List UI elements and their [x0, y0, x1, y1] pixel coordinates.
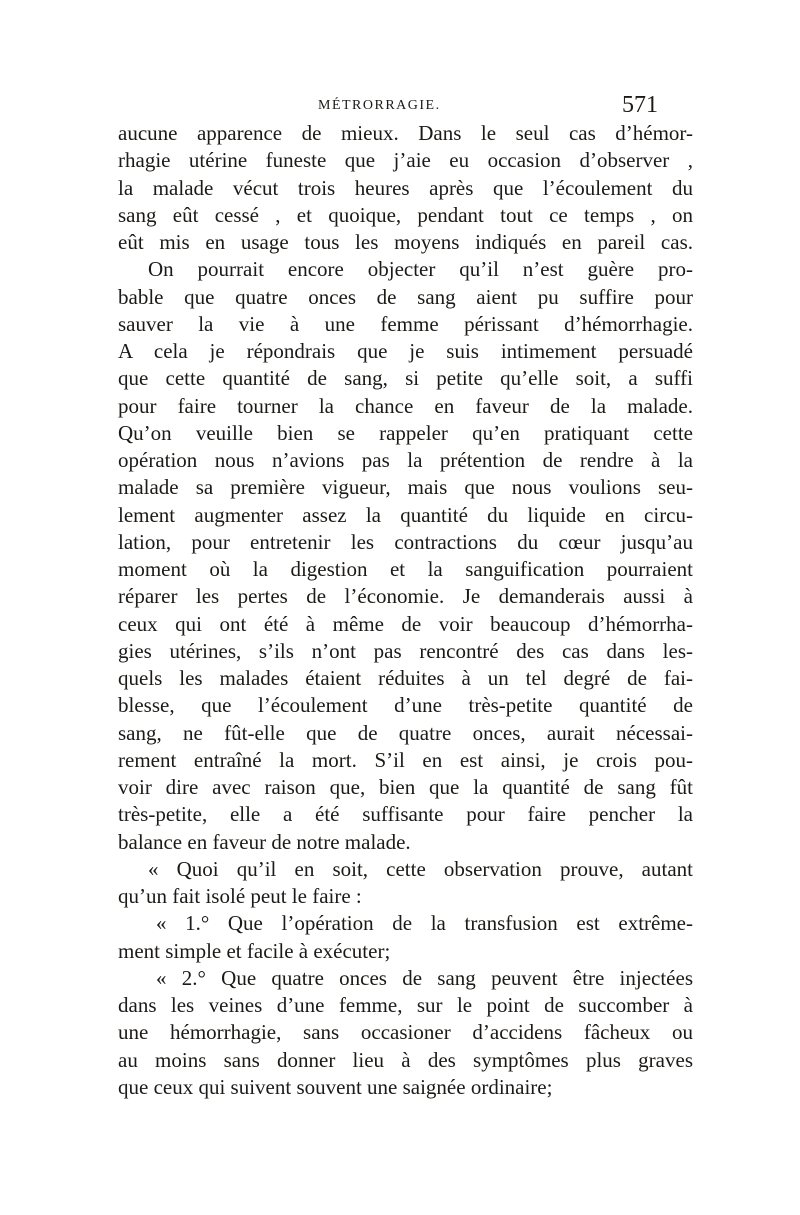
text-line: que ceux qui suivent souvent une saignée ordinaire; — [118, 1074, 553, 1099]
text-line: qu’un fait isolé peut le faire : — [118, 884, 362, 908]
text-line: bable que quatre onces de sang aient pu suffire pour — [118, 284, 693, 309]
text-line: opération nous n’avions pas la prétention de rendre à la — [118, 448, 693, 472]
text-line: lation, pour entretenir les contractions du cœur jusqu’au — [118, 529, 693, 554]
text-line: balance en faveur de notre malade. — [118, 829, 411, 854]
text-line: au moins sans donner lieu à des symptômes plus graves — [118, 1047, 693, 1072]
text-line: A cela je répondrais que je suis intimement persuadé — [118, 339, 693, 363]
text-line: une hémorrhagie, sans occasioner d’accidens fâcheux ou — [118, 1020, 693, 1045]
text-line: pour faire tourner la chance en faveur de la malade. — [118, 393, 693, 418]
running-head — [0, 92, 800, 122]
text-line: lement augmenter assez la quantité du liquide en circu- — [118, 502, 693, 527]
text-line: sauver la vie à une femme périssant d’hémorrhagie. — [118, 311, 693, 336]
text-line: voir dire avec raison que, bien que la quantité de sang fût — [118, 775, 693, 799]
text-line: On pourrait encore objecter qu’il n’est guère pro- — [148, 257, 693, 282]
running-title: MÉTRORRAGIE. — [318, 98, 441, 113]
text-line: « 1.° Que l’opération de la transfusion est extrême- — [156, 911, 693, 936]
text-line: la malade vécut trois heures après que l’écoulement du — [118, 175, 693, 200]
text-line: dans les veines d’une femme, sur le point de succomber à — [118, 993, 693, 1017]
body-text — [118, 120, 693, 1101]
text-line: Qu’on veuille bien se rappeler qu’en pratiquant cette — [118, 420, 693, 445]
text-line: aucune apparence de mieux. Dans le seul cas d’hémor- — [118, 121, 693, 145]
text-line: malade sa première vigueur, mais que nous voulions seu- — [118, 475, 693, 500]
text-line: « Quoi qu’il en soit, cette observation prouve, autant — [148, 856, 693, 881]
text-line: ceux qui ont été à même de voir beaucoup d’hémorrha- — [118, 611, 693, 636]
text-line: blesse, que l’écoulement d’une très-petite quantité de — [118, 693, 693, 718]
text-line: « 2.° Que quatre onces de sang peuvent être injectées — [156, 965, 693, 990]
text-line: sang eût cessé , et quoique, pendant tout ce temps , on — [118, 202, 693, 227]
text-line: réparer les pertes de l’économie. Je demanderais aussi à — [118, 584, 693, 609]
text-line: moment où la digestion et la sanguification pourraient — [118, 557, 693, 581]
text-line: sang, ne fût-elle que de quatre onces, aurait nécessai- — [118, 720, 693, 745]
text-line: que cette quantité de sang, si petite qu’elle soit, a suffi — [118, 366, 693, 391]
text-line: rement entraîné la mort. S’il en est ainsi, je crois pou- — [118, 747, 693, 772]
text-line: très-petite, elle a été suffisante pour faire pencher la — [118, 802, 693, 827]
page-number: 571 — [622, 92, 658, 118]
text-line: rhagie utérine funeste que j’aie eu occasion d’observer , — [118, 148, 693, 173]
text-line: quels les malades étaient réduites à un tel degré de fai- — [118, 666, 693, 690]
text-line: eût mis en usage tous les moyens indiqués en pareil cas. — [118, 230, 693, 254]
text-line: gies utérines, s’ils n’ont pas rencontré des cas dans les- — [118, 638, 693, 663]
text-line: ment simple et facile à exécuter; — [118, 938, 391, 963]
